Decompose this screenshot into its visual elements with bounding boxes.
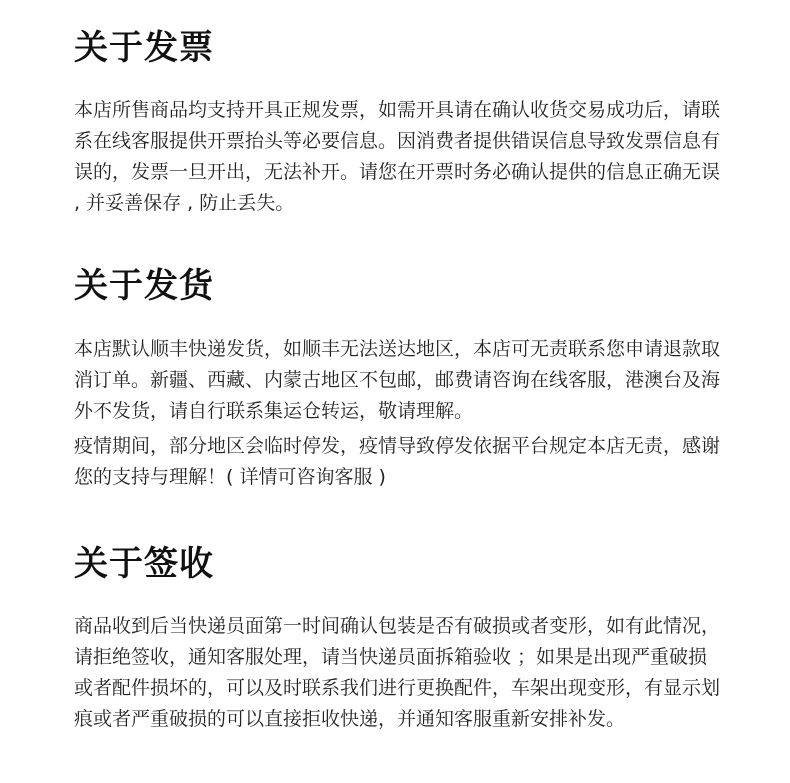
- shipping-paragraph-2: 疫情期间，部分地区会临时停发，疫情导致停发依据平台规定本店无责，感谢您的支持与理解！( 详情可咨询客服 ): [74, 435, 721, 488]
- shipping-section-title: 关于发货: [74, 266, 214, 306]
- shipping-paragraph-1: 本店默认顺丰快递发货，如顺丰无法送达地区，本店可无责联系您申请退款取消订单。新疆、西藏、内蒙古地区不包邮，邮费请咨询在线客服，港澳台及海外不发货，请自行联系集运仓转运，敬请理解。: [74, 338, 721, 422]
- signing-section: [74, 544, 724, 735]
- invoice-paragraph: 本店所售商品均支持开具正规发票，如需开具请在确认收货交易成功后，请联系在线客服提供开票抬头等必要信息。因消费者提供错误信息导致发票信息有误的，发票一旦开出，无法补开。请您在开票时务必确认提供的信息正确无误 , 并妥善保存 , 防止丢失。: [74, 99, 721, 214]
- invoice-section: [74, 28, 724, 219]
- shipping-section: [74, 266, 724, 493]
- signing-paragraph: 商品收到后当快递员面第一时间确认包装是否有破损或者变形，如有此情况，请拒绝签收，通知客服处理，请当快递员面拆箱验收 ；如果是出现严重破损或者配件损坏的，可以及时联系我们进行更换配件，车架出现变形，有显示划痕或者严重破损的可以直接拒收快递，并通知客服重新安排补发。: [74, 615, 721, 730]
- invoice-section-title: 关于发票: [74, 28, 214, 68]
- signing-section-title: 关于签收: [74, 544, 214, 584]
